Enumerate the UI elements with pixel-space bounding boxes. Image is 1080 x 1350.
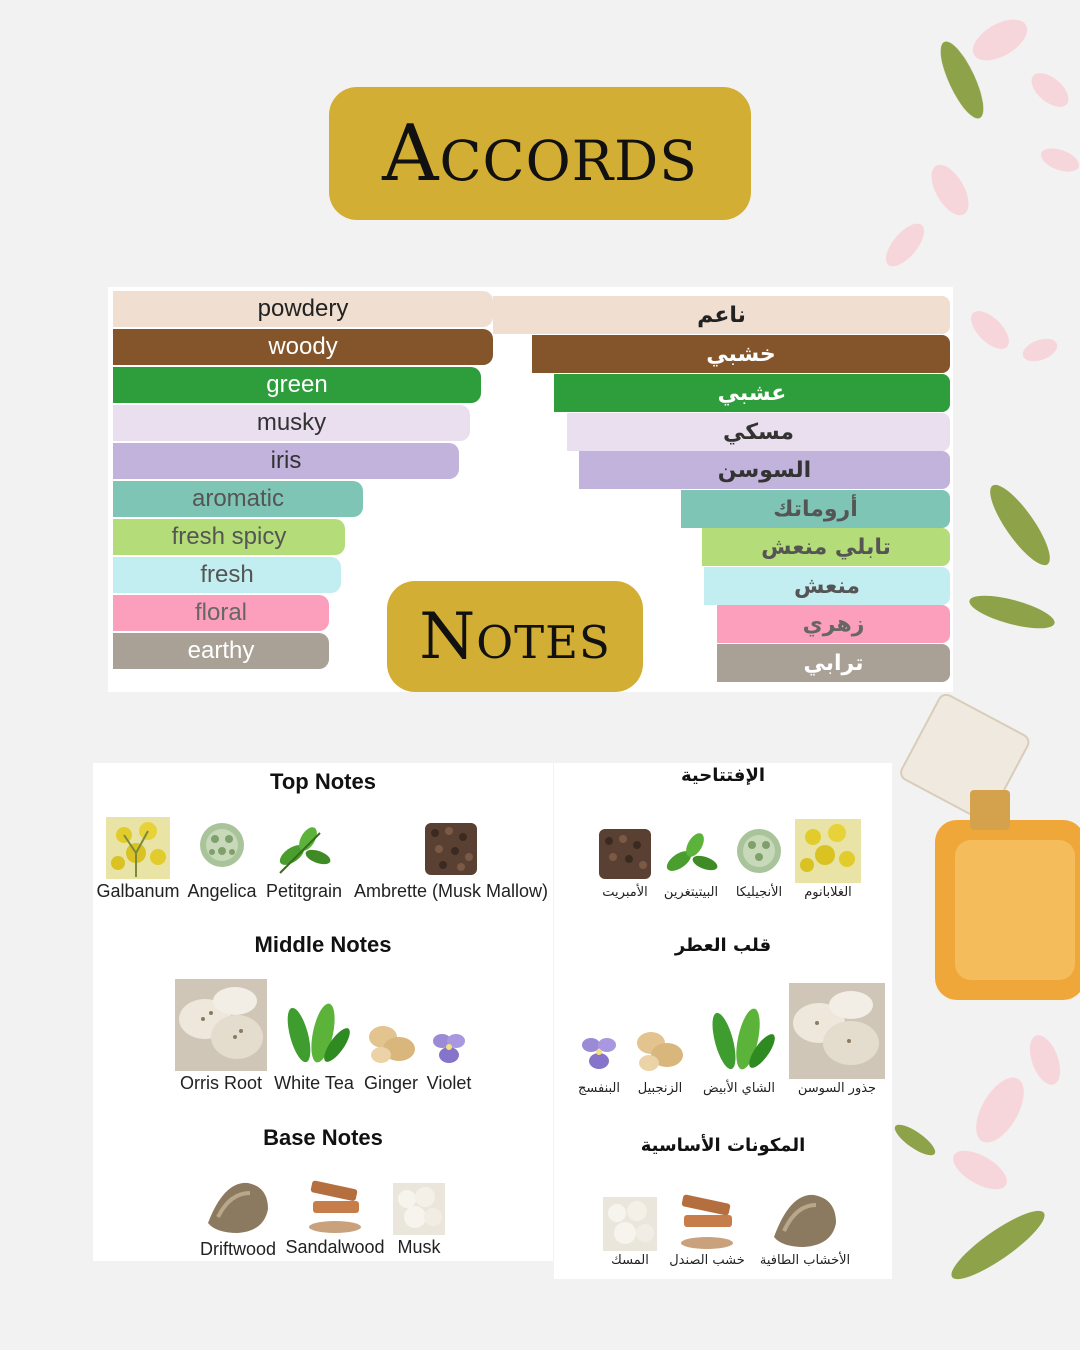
note-label: Violet	[426, 1073, 472, 1093]
accord-bar-floral: floral	[113, 595, 329, 631]
note-label: المسك	[611, 1253, 649, 1268]
note-label: البيتيتغرين	[663, 885, 719, 900]
sandalwood-image	[305, 1179, 365, 1235]
accord-bar-ar-woody: خشبي	[532, 335, 950, 373]
white-tea-image	[277, 999, 351, 1071]
note-ar-musk	[598, 1197, 662, 1268]
accord-bar-ar-fresh: منعش	[704, 567, 950, 605]
note-ar-ambrette	[592, 825, 658, 900]
accord-bar-green: green	[113, 367, 481, 403]
note-label: خشب الصندل	[669, 1253, 745, 1268]
angelica-image	[732, 823, 786, 883]
note-label: الأنجيليكا	[735, 885, 783, 900]
top-notes-title: Top Notes	[270, 769, 376, 794]
middle-notes-title: Middle Notes	[254, 932, 392, 957]
galbanum-image	[795, 819, 861, 883]
note-label: Orris Root	[179, 1073, 262, 1093]
notes-panel-ar	[554, 763, 892, 1279]
accord-bar-ar-floral: زهري	[717, 605, 950, 643]
accord-bar-aromatic: aromatic	[113, 481, 363, 517]
white-tea-image	[702, 1003, 776, 1079]
note-ar-sandalwood	[664, 1193, 750, 1268]
note-label: الغلابانوم	[804, 885, 852, 900]
accord-bar-ar-powdery: ناعم	[493, 296, 950, 334]
note-label: Galbanum	[96, 881, 180, 901]
note-label: Driftwood	[199, 1239, 277, 1259]
musk-image	[393, 1183, 445, 1235]
accord-bar-woody: woody	[113, 329, 493, 365]
note-label: الشاي الأبيض	[703, 1081, 775, 1096]
note-ar-driftwood	[752, 1185, 858, 1268]
note-sandalwood	[283, 1179, 387, 1258]
note-label: White Tea	[274, 1073, 354, 1093]
top-notes-title-ar: الإفتتاحية	[680, 765, 766, 786]
note-driftwood	[197, 1173, 279, 1260]
accords-title: Accords	[329, 87, 751, 220]
note-label: جذور السوسن	[797, 1081, 877, 1096]
base-notes-title-ar: المكونات الأساسية	[640, 1135, 806, 1156]
accord-bar-ar-earthy: ترابي	[717, 644, 950, 682]
galbanum-image	[106, 817, 170, 879]
notes-panel-en	[93, 763, 553, 1261]
note-label: Ginger	[363, 1073, 419, 1093]
accord-bar-ar-green: عشبي	[554, 374, 950, 412]
note-orris-root	[173, 979, 269, 1094]
note-galbanum	[95, 817, 181, 902]
petitgrain-image	[661, 823, 721, 883]
accord-bar-powdery: powdery	[113, 291, 493, 327]
accord-bar-iris: iris	[113, 443, 459, 479]
note-petitgrain	[263, 817, 345, 902]
orris-root-image	[175, 979, 267, 1071]
note-ambrette	[349, 817, 553, 902]
note-label: الأخشاب الطافية	[759, 1253, 851, 1268]
note-label: Angelica	[187, 881, 257, 901]
note-ar-galbanum	[790, 819, 866, 900]
note-ar-angelica	[726, 823, 792, 900]
angelica-image	[195, 817, 249, 879]
driftwood-image	[770, 1185, 840, 1251]
note-musk	[389, 1183, 449, 1258]
driftwood-image	[204, 1173, 272, 1237]
ambrette-image	[597, 825, 653, 883]
note-label: Ambrette (Musk Mallow)	[353, 881, 549, 901]
musk-image	[603, 1197, 657, 1251]
accord-bar-earthy: earthy	[113, 633, 329, 669]
accord-bar-fresh: fresh	[113, 557, 341, 593]
accord-bar-musky: musky	[113, 405, 470, 441]
accord-bar-ar-aromatic: أروماتك	[681, 490, 950, 528]
note-ar-ginger	[628, 1021, 692, 1096]
accord-bar-ar-fresh-spicy: تابلي منعش	[702, 528, 950, 566]
petitgrain-image	[274, 817, 334, 879]
note-label: البنفسج	[578, 1081, 620, 1096]
violet-image	[575, 1029, 623, 1079]
note-ar-petitgrain	[656, 823, 726, 900]
notes-title: Notes	[387, 581, 643, 692]
middle-notes-title-ar: قلب العطر	[674, 935, 772, 956]
orris-root-image	[789, 983, 885, 1079]
note-violet	[423, 1025, 475, 1094]
note-white-tea	[271, 999, 357, 1094]
note-label: الأمبريت	[602, 885, 648, 900]
accord-bar-fresh-spicy: fresh spicy	[113, 519, 345, 555]
sandalwood-image	[676, 1193, 738, 1251]
note-label: Petitgrain	[265, 881, 343, 901]
ginger-image	[631, 1021, 689, 1079]
note-label: الزنجبيل	[637, 1081, 683, 1096]
ambrette-image	[423, 817, 479, 879]
note-label: Musk	[397, 1237, 441, 1257]
note-ar-white-tea	[694, 1003, 784, 1096]
accord-bar-ar-musky: مسكي	[567, 413, 950, 451]
perfume-bottle-decoration	[898, 692, 1080, 1000]
note-ar-violet	[572, 1029, 626, 1096]
ginger-image	[363, 1015, 419, 1071]
accord-bar-ar-iris: السوسن	[579, 451, 950, 489]
base-notes-title: Base Notes	[263, 1125, 383, 1150]
note-label: Sandalwood	[285, 1237, 385, 1257]
violet-image	[426, 1025, 472, 1071]
note-angelica	[185, 817, 259, 902]
note-ginger	[359, 1015, 423, 1094]
note-ar-orris-root	[786, 983, 888, 1096]
